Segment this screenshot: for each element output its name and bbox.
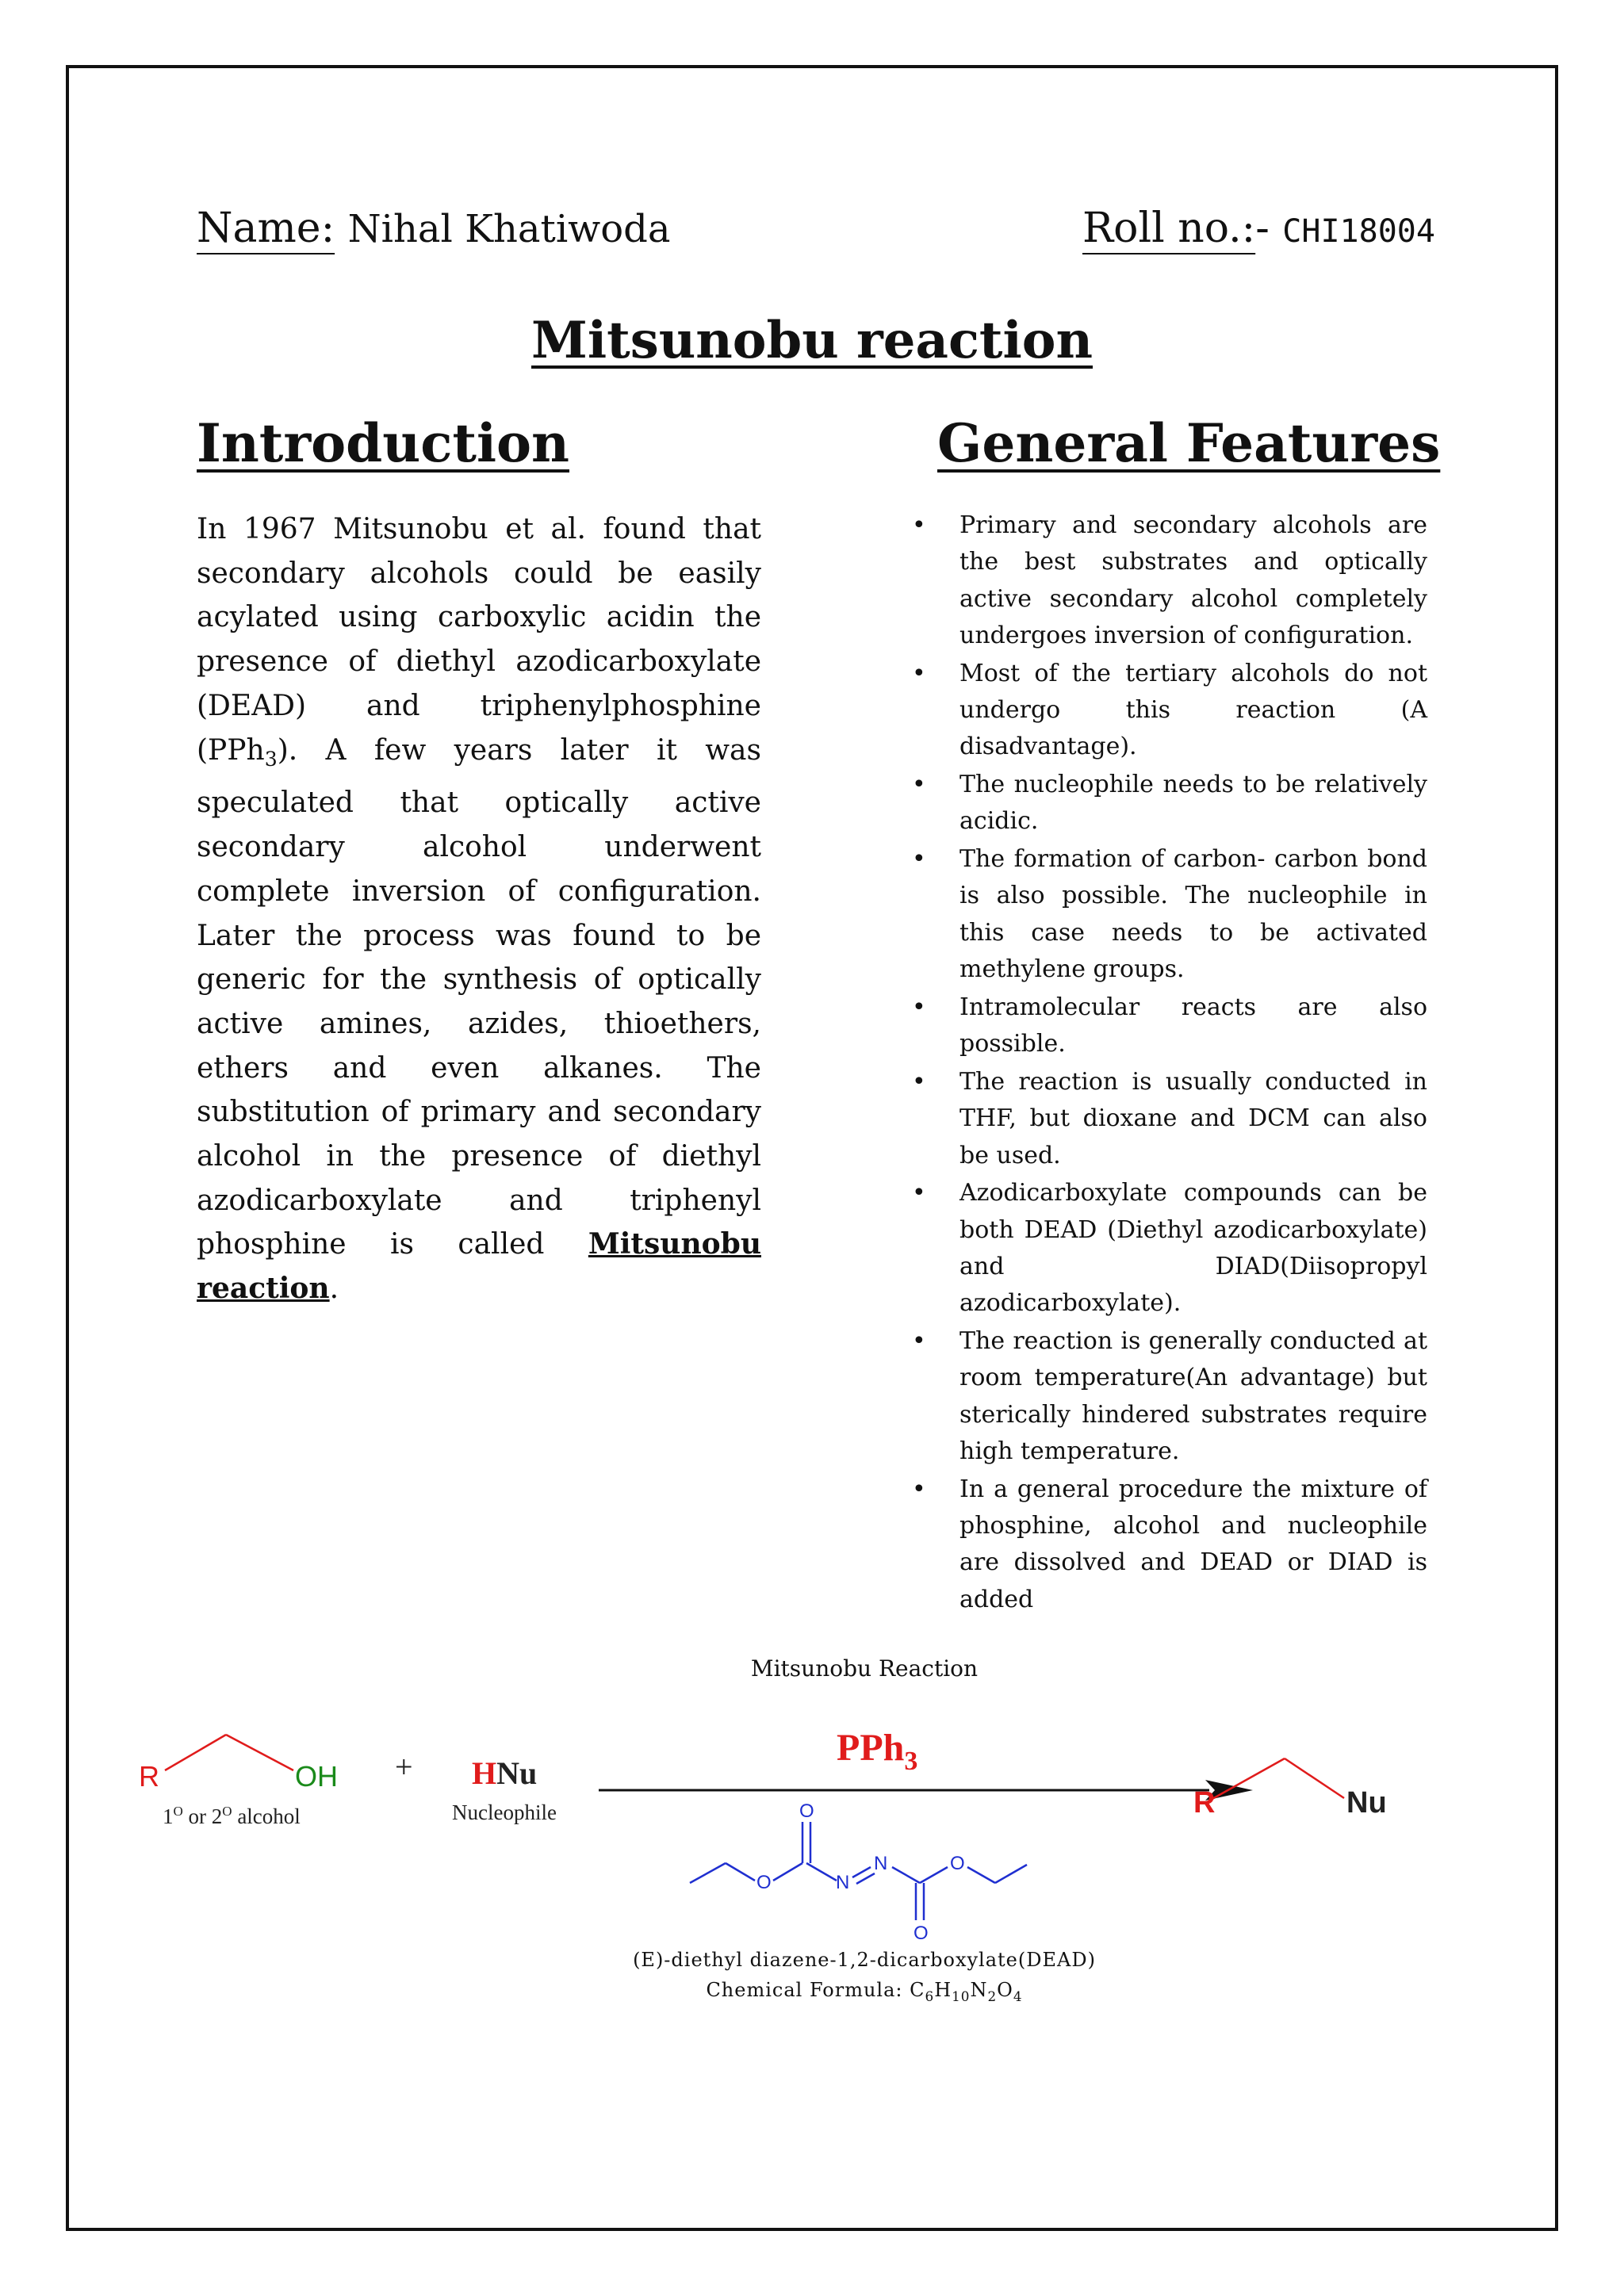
feature-item: • The nucleophile needs to be relatively acidic. xyxy=(912,767,1427,840)
features-list xyxy=(912,507,1427,1619)
introduction-heading: Introduction xyxy=(197,412,570,474)
dead-name: (E)-diethyl diazene-1,2-dicarboxylate(DEAD) xyxy=(633,1949,1096,1971)
feature-item: • Azodicarboxylate compounds can be both DEAD (Diethyl azodicarboxylate) and DIAD(Diisopropyl azodicarboxylate). xyxy=(912,1175,1427,1322)
alcohol-oh: OH xyxy=(295,1760,338,1793)
scheme-label: Mitsunobu Reaction xyxy=(750,1655,979,1682)
name-field xyxy=(197,205,671,252)
product-r: R xyxy=(1193,1786,1216,1820)
dead-o-carbonyl-left: O xyxy=(799,1800,814,1822)
nucleophile-caption: Nucleophile xyxy=(452,1800,557,1824)
roll-field xyxy=(1082,205,1435,252)
nucleophile-formula: HNu xyxy=(472,1755,538,1791)
dead-n-1: N xyxy=(836,1872,850,1893)
dead-formula: Chemical Formula: $C_6H_{10}N_2O_4$ xyxy=(706,1979,1023,2004)
dead-o-ester-left: O xyxy=(756,1872,772,1893)
name-value: Nihal Khatiwoda xyxy=(347,207,671,251)
dead-o-carbonyl-right: O xyxy=(914,1923,929,1944)
dead-structure xyxy=(690,1822,1027,1920)
feature-item: • The formation of carbon- carbon bond is also possible. The nucleophile in this case needs to be activated methylene groups. xyxy=(912,841,1427,988)
roll-value: CHI18004 xyxy=(1282,213,1435,250)
introduction-text: In 1967 Mitsunobu et al. found that secondary alcohols could be easily acylated using carboxylic acidin the presence of diethyl azodicarboxylate (DEAD) and triphenylphosphine (PPh$_3$). A few years later it was speculated that optically active secondary alcohol underwent complete inversion of configuration. Later the process was found to be generic for the synthesis of optically active amines, azides, thioethers, ethers and even alkanes. The substitution of primary and secondary alcohol in the presence of diethyl azodicarboxylate and triphenyl phosphine is called Mitsunobu reaction. xyxy=(197,513,761,1306)
dead-o-ester-right: O xyxy=(950,1853,965,1874)
reaction-scheme xyxy=(111,1705,1459,2022)
feature-item: • The reaction is usually conducted in THF, but dioxane and DCM can also be used. xyxy=(912,1064,1427,1174)
alcohol-bond-2 xyxy=(226,1735,293,1770)
feature-item: • The reaction is generally conducted at room temperature(An advantage) but sterically hindered substrates require high temperature. xyxy=(912,1323,1427,1470)
name-label: Name: xyxy=(197,205,335,252)
plus-sign: + xyxy=(395,1749,413,1785)
feature-item: • Intramolecular reacts are also possible. xyxy=(912,989,1427,1063)
roll-separator: - xyxy=(1255,205,1283,252)
alcohol-bond-1 xyxy=(165,1735,226,1770)
product-nu: Nu xyxy=(1346,1786,1387,1820)
alcohol-caption: $1^O$ or $2^O$ alcohol xyxy=(163,1804,301,1828)
features-heading: General Features xyxy=(937,412,1441,474)
product-bond-1 xyxy=(1211,1758,1285,1800)
reagent-pph3: PPh$_3$ xyxy=(837,1727,918,1776)
page-title: Mitsunobu reaction xyxy=(530,311,1094,370)
roll-label: Roll no.: xyxy=(1082,205,1256,252)
alcohol-r: R xyxy=(139,1760,159,1793)
feature-item: • In a general procedure the mixture of phosphine, alcohol and nucleophile are dissolved and DEAD or DIAD is added xyxy=(912,1471,1427,1618)
product-bond-2 xyxy=(1285,1758,1344,1798)
mitsunobu-term: Mitsunobu reaction xyxy=(197,1227,761,1306)
feature-item: • Primary and secondary alcohols are the best substrates and optically active secondary alcohol completely undergoes inversion of configuration. xyxy=(912,507,1427,654)
dead-n-2: N xyxy=(874,1853,888,1874)
feature-item: • Most of the tertiary alcohols do not undergo this reaction (A disadvantage). xyxy=(912,656,1427,766)
